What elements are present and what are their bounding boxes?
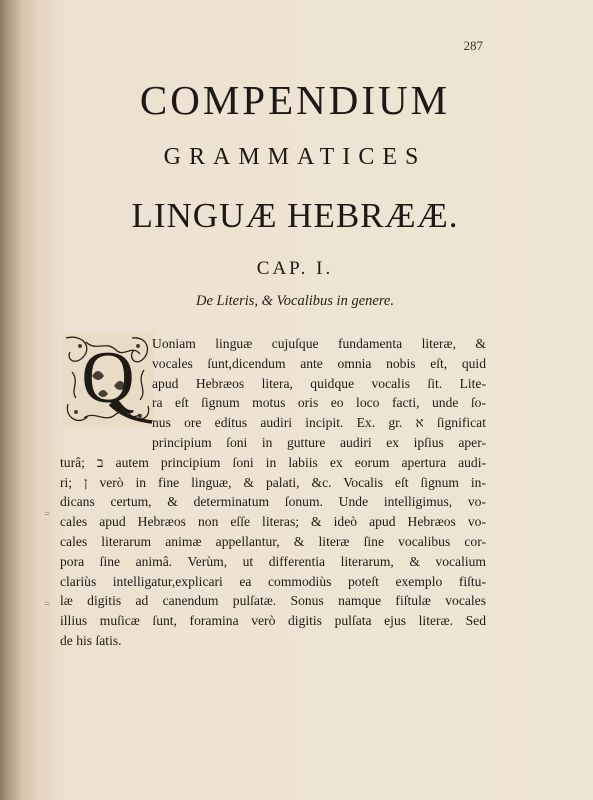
text-line: Uoniam linguæ cujuſque fundamenta literæ, & [152, 336, 486, 351]
margin-mark: = [44, 598, 51, 610]
title-linguae-hebraeae: LINGUÆ HEBRÆÆ. [131, 196, 459, 235]
text-line: pora ſine animâ. Verùm, ut differentia literarum, & vocalium [60, 553, 486, 569]
title-grammatices: GRAMMATICES [163, 144, 427, 170]
text-line: principium ſoni in gutture audiri ex ipſius aper- [152, 434, 486, 450]
text-line: clariùs intelligatur,explicari ea commodiùs poteſt exemplo fiſtu- [60, 573, 486, 589]
text-line: cales literarum animæ appellantur, & literæ ſine vocalibus cor- [60, 533, 486, 549]
text-line: dicans certum, & determinatum ſonum. Unde intelligimus, vo- [60, 494, 486, 510]
text-line: de his ſatis. [60, 632, 122, 648]
text-line: vocales ſunt,dicendum ante omnia nobis eſt, quid [152, 355, 486, 371]
chapter-subtitle: De Literis, & Vocalibus in genere. [195, 293, 394, 309]
chapter-heading: CAP. I. [256, 258, 334, 279]
text-line: læ digitis ad canendum pulſatæ. Sonus namque fiſtulæ vocales [60, 593, 486, 609]
text-line: ra eſt ſignum motus oris eo loco facti, unde ſo- [152, 395, 486, 411]
text-line: ri; ן verò in fine linguæ, & palati, &c. Vocalis eſt ſignum in- [60, 474, 487, 490]
text-line: apud Hebræos litera, quidque vocalis ſit. Lite- [152, 375, 486, 391]
text-line: cales apud Hebræos non eſſe literas; & ideò apud Hebræos vo- [60, 514, 486, 530]
text-line: turâ; ב autem principium ſoni in labiis ex eorum apertura audi- [60, 454, 487, 470]
title-compendium: COMPENDIUM [139, 77, 451, 123]
body-paragraph [60, 334, 486, 651]
page-number: 287 [463, 38, 483, 53]
text-line: nus ore editus audiri incipit. Ex. gr. א ſignificat [152, 415, 486, 431]
svg-text:Q: Q [81, 337, 135, 419]
margin-mark: = [44, 508, 51, 520]
text-line: illius muſicæ ſunt, foramina verò digitis pulſata ejus literæ. Sed [60, 613, 486, 629]
